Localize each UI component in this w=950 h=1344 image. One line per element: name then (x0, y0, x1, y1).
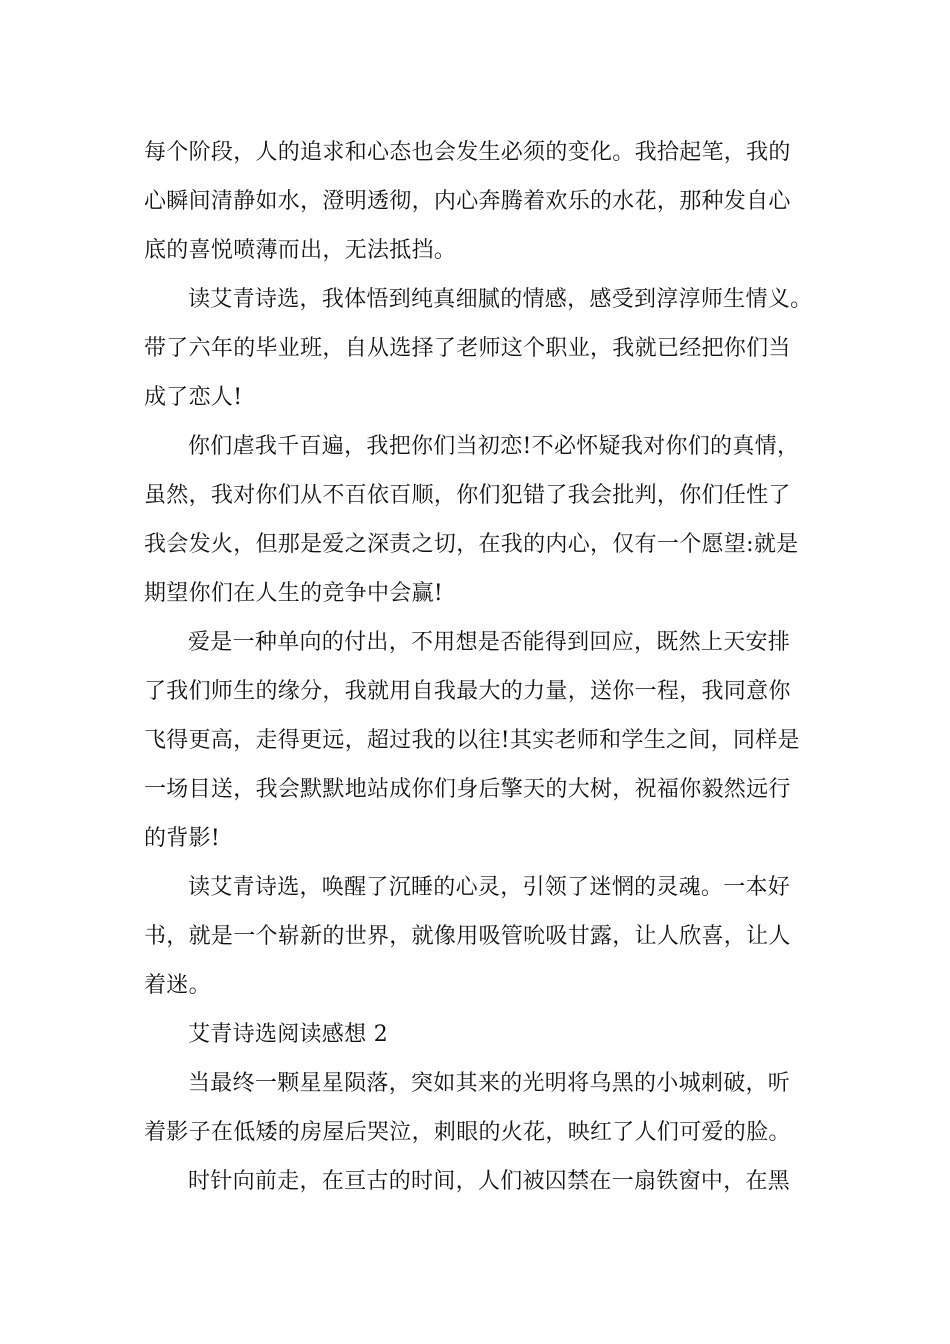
text-line: 我会发火，但那是爱之深责之切，在我的内心，仅有一个愿望:就是 (144, 532, 799, 557)
paragraph-6 (144, 1059, 814, 1157)
text-line: 期望你们在人生的竞争中会赢! (144, 581, 444, 606)
text-line: 飞得更高，走得更远，超过我的以往!其实老师和学生之间，同样是 (144, 728, 800, 753)
text-line: 当最终一颗星星陨落，突如其来的光明将乌黑的小城刺破，听 (188, 1071, 791, 1096)
text-line: 读艾青诗选，我体悟到纯真细腻的情感，感受到淳淳师生情义。 (188, 287, 813, 312)
text-line: 读艾青诗选，唤醒了沉睡的心灵，引领了迷惘的灵魂。一本好 (188, 875, 791, 900)
text-line: 的背影! (144, 826, 221, 851)
paragraph-7 (144, 1157, 814, 1206)
text-line: 书，就是一个崭新的世界，就像用吸管吮吸甘露，让人欣喜，让人 (144, 924, 791, 949)
text-line: 心瞬间清静如水，澄明透彻，内心奔腾着欢乐的水花，那种发自心 (144, 189, 791, 214)
text-line: 成了恋人! (144, 385, 243, 410)
text-line: 爱是一种单向的付出，不用想是否能得到回应，既然上天安排 (188, 630, 791, 655)
text-line: 着迷。 (144, 973, 211, 998)
paragraph-4 (144, 618, 814, 863)
text-line: 底的喜悦喷薄而出，无法抵挡。 (144, 238, 457, 263)
text-line: 着影子在低矮的房屋后哭泣，刺眼的火花，映红了人们可爱的脸。 (144, 1120, 791, 1145)
text-line: 时针向前走，在亘古的时间，人们被囚禁在一扇铁窗中，在黑 (188, 1169, 791, 1194)
paragraph-1 (144, 128, 814, 275)
document-body (144, 128, 814, 1206)
paragraph-3 (144, 422, 814, 618)
text-line: 一场目送，我会默默地站成你们身后擎天的大树，祝福你毅然远行 (144, 777, 791, 802)
paragraph-2 (144, 275, 814, 422)
paragraph-5 (144, 863, 814, 1010)
text-line: 带了六年的毕业班，自从选择了老师这个职业，我就已经把你们当 (144, 336, 791, 361)
text-line: 你们虐我千百遍，我把你们当初恋!不必怀疑我对你们的真情， (188, 434, 800, 459)
text-line: 虽然，我对你们从不百依百顺，你们犯错了我会批判，你们任性了 (144, 483, 791, 508)
text-line: 每个阶段，人的追求和心态也会发生必须的变化。我拾起笔，我的 (144, 140, 791, 165)
text-line: 了我们师生的缘分，我就用自我最大的力量，送你一程，我同意你 (144, 679, 791, 704)
section-heading: 艾青诗选阅读感想 2 (188, 1022, 388, 1047)
